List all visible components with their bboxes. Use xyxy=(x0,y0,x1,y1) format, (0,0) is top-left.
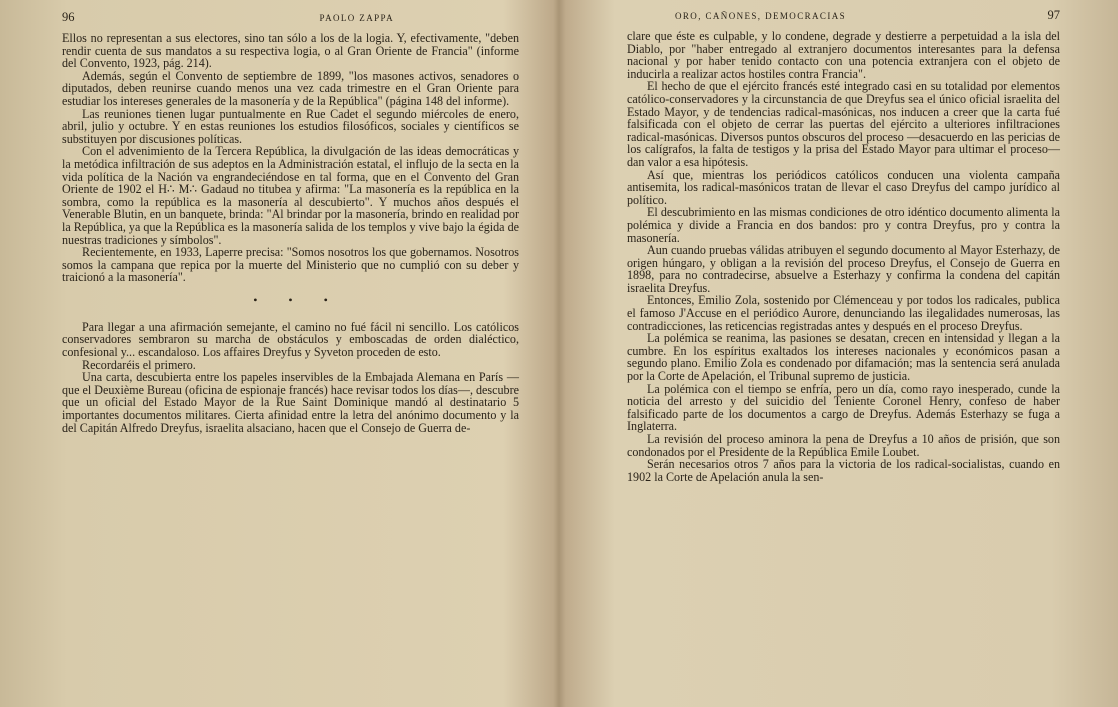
paragraph: Con el advenimiento de la Tercera República, la divulgación de las ideas democráticas y la metódica infiltración de sus adeptos en la Administración estatal, el influjo de la secta en la vida política de la Nación va engrandeciéndose en tal forma, que en el Convento del Gran Oriente de 1902 el H∴ M∴ Gadaud no titubea y afirma: "La masonería es la república en la sombra, como la república es la masonería al descubierto". Y muchos años después el Venerable Blutin, en un banquete, brinda: "Al brindar por la masonería, brindo en realidad por la República, ya que la República es la masonería salida de los templos y vive bajo la égida de nuestras tradiciones y símbolos". xyxy=(62,144,519,247)
left-running-title: PAOLO ZAPPA xyxy=(319,13,394,23)
paragraph: Una carta, descubierta entre los papeles inservibles de la Embajada Alemana en París —que el Deuxième Bureau (oficina de espionaje francés) hace revisar todos los días—, descubre que un oficial del Estado Mayor de la Rue Saint Dominique mandó al destinatario 5 importantes documentos militares. Cierta afinidad entre la letra del anónimo documento y la del Capitán Alfredo Dreyfus, israelita alsaciano, hacen que el Consejo de Guerra de- xyxy=(62,370,519,435)
right-running-head xyxy=(627,8,1060,30)
paragraph: Aun cuando pruebas válidas atribuyen el segundo documento al Mayor Esterhazy, de origen húngaro, y obligan a la revisión del proceso Dreyfus, el Consejo de Guerra en 1898, para no contradecirse, absuelve a Esterhazy y confirma la condena del capitán israelita Dreyfus. xyxy=(627,243,1060,295)
section-break-dots: • • • xyxy=(253,292,342,307)
left-running-head xyxy=(62,10,519,32)
right-page-number: 97 xyxy=(1047,8,1060,22)
right-page xyxy=(559,0,1118,707)
paragraph: Recordaréis el primero. xyxy=(82,357,196,372)
paragraph: clare que éste es culpable, y lo condene, degrade y destierre a perpetuidad a la isla del Diablo, por "haber entregado al extranjero documentos interesantes para la defensa nacional y por haber tenido contacto con una potencia extranjera con el objeto de inducirla a realizar actos hostiles contra Francia". xyxy=(627,29,1060,81)
section-break xyxy=(62,292,519,307)
right-page-text xyxy=(627,30,1060,483)
paragraph: Serán necesarios otros 7 años para la victoria de los radical-socialistas, cuando en 1902 la Corte de Apelación anula la sen- xyxy=(627,457,1060,484)
paragraph: La polémica se reanima, las pasiones se desatan, crecen en intensidad y llegan a la cumbre. En los espíritus exaltados los intereses nacionales y económicos pasan a segundo plano. Emilio Zola es condenado por difamación; mas la sentencia será anulada por la Corte de Apelación, el Tribunal supremo de justicia. xyxy=(627,331,1060,384)
left-page-number: 96 xyxy=(62,10,75,24)
paragraph: Entonces, Emilio Zola, sostenido por Clémenceau y por todos los radicales, publica el famoso J'Accuse en el periódico Aurore, denunciando las ilegalidades numerosas, las contradicciones, las reticencias registradas antes y después en el proceso Dreyfus. xyxy=(627,293,1060,333)
paragraph: Además, según el Convento de septiembre de 1899, "los masones activos, senadores o diputados, deben reunirse cuando menos una vez cada trimestre en el Gran Oriente para estudiar los intereses generales de la masonería y de la República" (página 148 del informe). xyxy=(62,68,519,108)
paragraph: La polémica con el tiempo se enfría, pero un día, como rayo inesperado, cunde la noticia del arresto y del suicidio del Teniente Coronel Henry, confeso de haber falsificado parte de los documentos a cargo de Dreyfus. Además Esterhazy se fuga a Inglaterra. xyxy=(627,381,1060,434)
paragraph: Las reuniones tienen lugar puntualmente en Rue Cadet el segundo miércoles de enero, abril, julio y octubre. Y en estas reuniones los estudios filosóficos, sociales y científicos se substituyen por discusiones políticas. xyxy=(62,106,519,146)
paragraph: El descubrimiento en las mismas condiciones de otro idéntico documento alimenta la polémica y divide a Francia en dos bandos: pro y contra Dreyfus, pro y contra la masonería. xyxy=(627,205,1060,245)
paragraph: Ellos no representan a sus electores, sino tan sólo a los de la logia. Y, efectivamente, "deben rendir cuenta de sus mandatos a su respectiva logia, o al Gran Oriente de Francia" (informe del Convento, 1923, pág. 214). xyxy=(62,31,519,71)
right-running-title: ORO, CAÑONES, DEMOCRACIAS xyxy=(675,11,847,21)
paragraph: Así que, mientras los periódicos católicos conducen una violenta campaña antisemita, los radical-masónicos tratan de llevar el caso Dreyfus del campo jurídico al político. xyxy=(627,167,1060,207)
paragraph: Para llegar a una afirmación semejante, el camino no fué fácil ni sencillo. Los católicos conservadores sembraron su marcha de obstáculos y emboscadas de orden dialéctico, confesional y... escandaloso. Los affaires Dreyfus y Syveton proceden de esto. xyxy=(62,319,519,360)
paragraph: La revisión del proceso aminora la pena de Dreyfus a 10 años de prisión, que son condonados por el Presidente de la República Emile Loubet. xyxy=(627,432,1060,459)
paragraph: Recientemente, en 1933, Laperre precisa: "Somos nosotros los que gobernamos. Nosotros somos la campana que repica por la muerte del Ministerio que no cumplió con su deber y traicionó a la masonería". xyxy=(62,245,519,285)
paragraph: El hecho de que el ejército francés esté integrado casi en su totalidad por elementos católico-conservadores y la circunstancia de que Dreyfus sea el único oficial israelita del Estado Mayor, y de tendencias radical-masónicas, nos inducen a creer que la carta fué falsificada con el objeto de cerrar las puertas del ejército a ulteriores infiltraciones radical-masónicas. Diversos puntos obscuros del proceso —desacuerdo en las pericias de los calígrafos, la falta de testigos y la prisa del Estado Mayor para ultimar el proceso— dan valor a esa hipótesis. xyxy=(627,79,1060,169)
left-page-text xyxy=(62,32,519,434)
